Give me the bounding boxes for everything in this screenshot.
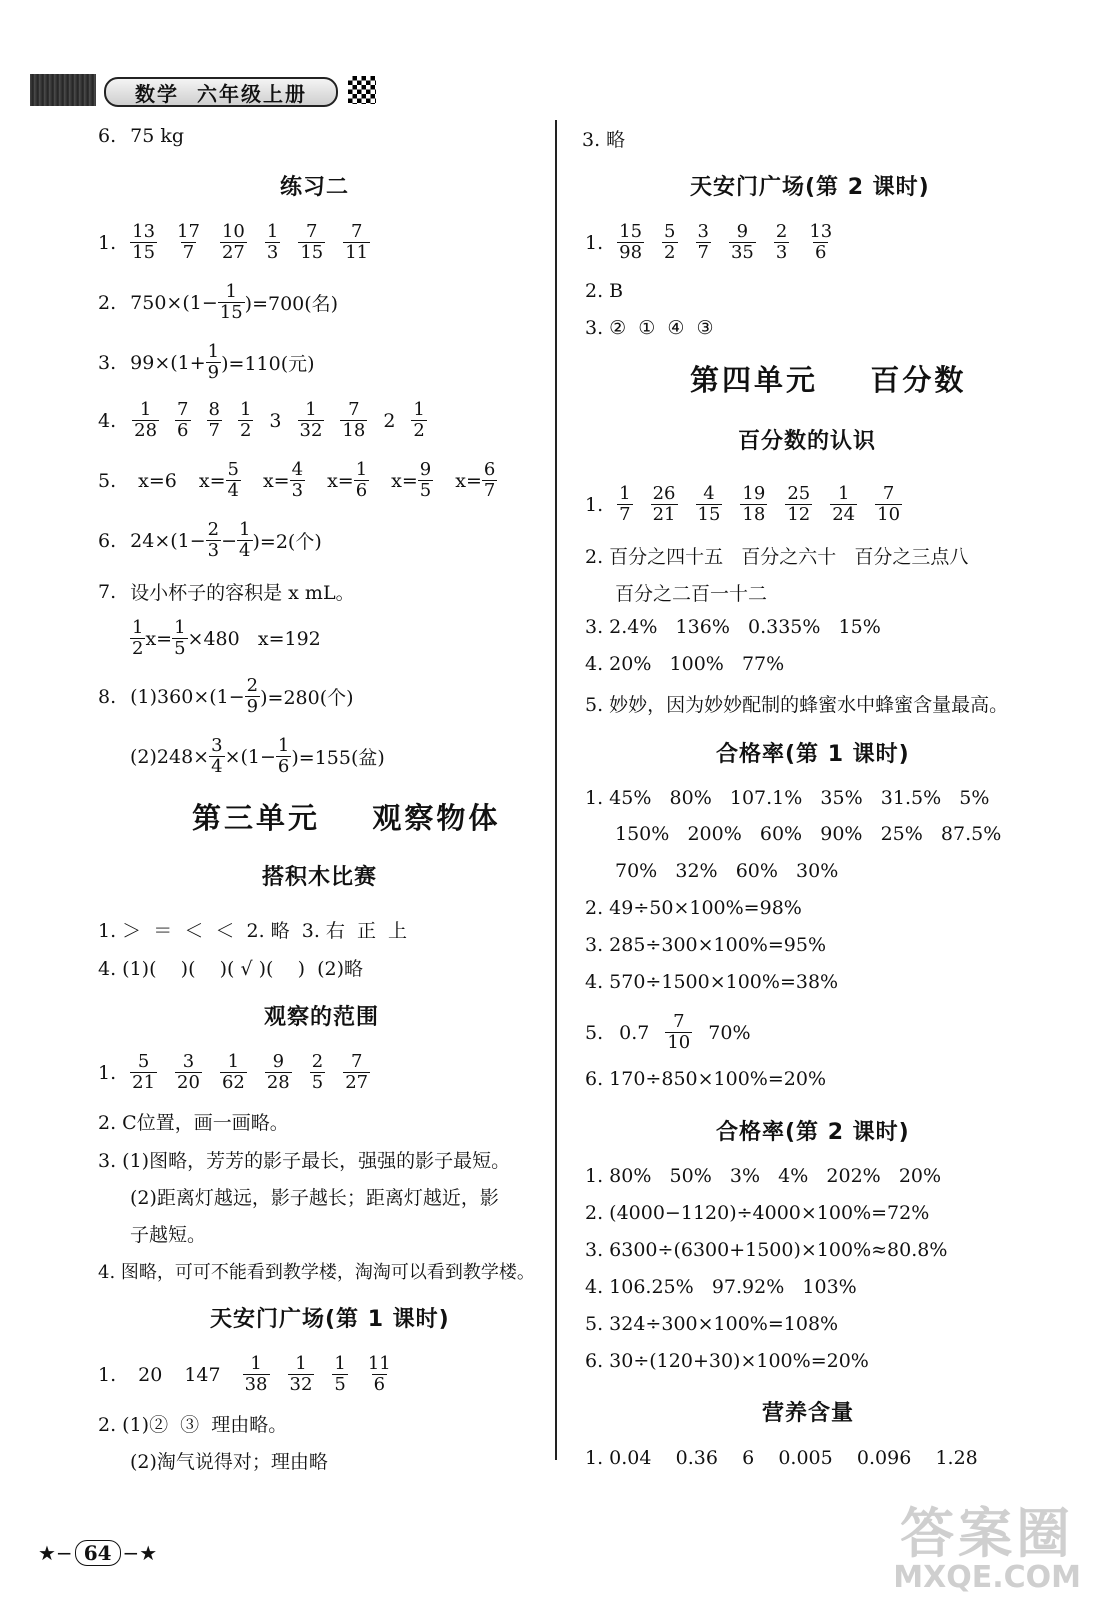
fraction: 5 2 (664, 221, 676, 263)
fraction: $\frac{1}{5}$ (174, 617, 186, 659)
expr-text: 99×(1+ (130, 351, 206, 374)
fraction: $\frac{1}{6}$ (355, 459, 368, 501)
answer-line (585, 1012, 751, 1053)
answer-line: 1. ＞ ＝ ＜ ＜ 2. 略 3. 右 正 上 (98, 920, 408, 942)
fraction: 3 20 (177, 1051, 200, 1093)
section-title: 练习二 (280, 175, 350, 200)
answer-line: 3. 285÷300×100%=95% (585, 934, 827, 956)
answer-line: 3. 6300÷(6300+1500)×100%≈80.8% (585, 1239, 948, 1261)
fraction: 7 18 (342, 399, 366, 441)
answer-line (98, 400, 427, 441)
fraction: 26 21 (652, 483, 676, 525)
answer-line: 5. 妙妙，因为妙妙配制的蜂蜜水中蜂蜜含量最高。 (585, 694, 1009, 716)
answer-line: 3. 2.4% 136% 0.335% 15% (585, 616, 881, 638)
star-icon: −★ (122, 1541, 158, 1565)
answer-line: 150% 200% 60% 90% 25% 87.5% (615, 823, 1002, 845)
answer-line: 1 2 x= $\frac{1}{5}$ ×480 x=192 (132, 617, 321, 659)
fraction-list (617, 222, 834, 263)
fraction: 1 2 (132, 617, 144, 659)
fraction-list (617, 484, 902, 525)
fraction: 7 11 (345, 221, 369, 263)
q-number: 5. (585, 1021, 604, 1044)
q-number: 8. (98, 685, 117, 708)
answer-line: 3. 略 (582, 129, 626, 151)
q-number: 4. (98, 409, 117, 432)
unit-title: 第三单元 观察物体 (192, 801, 501, 835)
answer-line: 4. 图略，可可不能看到教学楼，淘淘可以看到教学楼。 (98, 1262, 535, 1283)
answer-line: 8. (1)360×(1− $\frac{2}{9}$ )=280(个) (98, 675, 354, 717)
answer-value: 2 (383, 409, 396, 432)
fraction: 1 32 (299, 399, 323, 441)
q-number: 3. (98, 351, 117, 374)
fraction: $\frac{2}{9}$ (246, 675, 259, 717)
watermark (893, 1502, 1081, 1595)
answer-line: 2. 百分之四十五 百分之六十 百分之三点八 (585, 546, 969, 568)
section-title: 天安门广场(第 2 课时) (690, 175, 930, 200)
answer-line: 6. 30÷(120+30)×100%=20% (585, 1350, 869, 1372)
fraction: 2 5 (311, 1051, 324, 1093)
fraction: 1 38 (244, 1353, 268, 1395)
answer-line: 4. 106.25% 97.92% 103% (585, 1276, 857, 1298)
fraction: 7 15 (300, 221, 324, 263)
fraction: 1 2 (239, 399, 252, 441)
fraction: 7 27 (345, 1051, 369, 1093)
fraction: 25 12 (787, 483, 811, 525)
answer-line: 6. 24×(1− $\frac{2}{3}$ − $\frac{1}{4}$ )=2(个) (98, 519, 322, 561)
q-number: 6. (98, 125, 117, 147)
q-number: 2. (98, 291, 117, 314)
column-divider (555, 120, 557, 1460)
fraction: 1 2 (413, 399, 425, 441)
answer-line: 1. 0.04 0.36 6 0.005 0.096 1.28 (585, 1447, 978, 1469)
answer-line: (2)248× $\frac{3}{4}$ ×(1− $\frac{1}{6}$ )=155(盆) (130, 735, 385, 777)
answer-line: 5. x=6 x= $\frac{5}{4}$ x= $\frac{4}{3}$ x= $\frac{1}{6}$ x= $\frac{9}{5}$ x= $\frac{6}{7}$ (98, 459, 496, 501)
fraction: 19 18 (742, 483, 766, 525)
section-title: 天安门广场(第 1 课时) (210, 1307, 450, 1332)
star-icon: ★− (38, 1541, 73, 1565)
fraction: $\frac{1}{4}$ (239, 519, 251, 561)
answer-line: 6. 170÷850×100%=20% (585, 1068, 827, 1090)
answer-value: 20 (138, 1363, 163, 1386)
fraction: 1 28 (134, 399, 158, 441)
answer-line: (2)淘气说得对；理由略 (130, 1451, 328, 1473)
fraction: $\frac{2}{3}$ (207, 519, 220, 561)
header-decor-bar (30, 74, 96, 106)
answer-value: 147 (184, 1363, 221, 1386)
answer-line: 3. ② ① ④ ③ (585, 317, 714, 339)
answer-text: 设小杯子的容积是 x mL。 (130, 582, 355, 604)
fraction-list (243, 1354, 393, 1395)
section-title: 营养含量 (762, 1401, 855, 1426)
fraction-list (130, 1052, 370, 1093)
q-number: 7. (98, 580, 117, 603)
fraction: 5 21 (132, 1051, 156, 1093)
fraction: $\frac{1}{6}$ (277, 735, 290, 777)
fraction: 9 35 (730, 221, 754, 263)
answer-line: (2)距离灯越远，影子越长；距离灯越近，影 (130, 1187, 499, 1209)
expr-text: )=110(元) (221, 353, 315, 375)
fraction: 1 32 (289, 1353, 313, 1395)
watermark-url: MXQE.COM (893, 1560, 1081, 1595)
answer-line: 4. (1)( )( )( √ )( ) (2)略 (98, 958, 364, 980)
fraction: 7 6 (177, 399, 189, 441)
fraction: 7 10 (667, 1011, 691, 1053)
answer-line: 百分之二百一十二 (615, 583, 768, 605)
page-number: 64 (75, 1540, 121, 1566)
fraction: 2 3 (775, 221, 788, 263)
section-title: 观察的范围 (264, 1005, 380, 1030)
answer-line: 3. (1)图略，芳芳的影子最长，强强的影子最短。 (98, 1150, 511, 1172)
answer-line: 1. 80% 50% 3% 4% 202% 20% (585, 1165, 942, 1187)
section-title: 合格率(第 1 课时) (716, 742, 910, 767)
fraction: 1 5 (334, 1353, 346, 1395)
fraction: $\frac{3}{4}$ (211, 735, 223, 777)
answer-line (98, 1052, 370, 1093)
answer-value: 3 (269, 409, 282, 432)
fraction: 1 3 (266, 221, 279, 263)
answer-line (98, 125, 184, 147)
fraction: 13 15 (132, 221, 156, 263)
fraction: 13 6 (809, 221, 833, 263)
expr-text: 750×(1− (130, 291, 218, 314)
answer-line: 4. 570÷1500×100%=38% (585, 971, 839, 993)
answer-line: 子越短。 (130, 1224, 207, 1246)
answer-line (98, 282, 338, 323)
fraction: $\frac{6}{7}$ (483, 459, 496, 501)
answer-line: 4. 20% 100% 77% (585, 653, 785, 675)
book-title: 数学 六年级上册 (104, 77, 338, 107)
fraction: 3 7 (697, 221, 709, 263)
answer-line (585, 484, 902, 525)
fraction: $\frac{5}{4}$ (227, 459, 239, 501)
unit-title: 第四单元 百分数 (690, 363, 967, 397)
answer-line (585, 222, 834, 263)
fraction: 7 10 (877, 483, 901, 525)
section-title: 搭积木比赛 (262, 865, 378, 890)
answer-text: 75 kg (130, 125, 185, 147)
fraction: 1 7 (619, 483, 631, 525)
q-number: 5. (98, 469, 117, 492)
fraction: 10 27 (221, 221, 245, 263)
book-header (30, 74, 360, 106)
q-number: 1. (585, 231, 604, 254)
q-number: 1. (98, 231, 117, 254)
fraction: $\frac{4}{3}$ (291, 459, 304, 501)
watermark-logo-text: 答案圈 (900, 1502, 1075, 1565)
fraction: 15 98 (619, 221, 643, 263)
answer-line: 2. (1)② ③ 理由略。 (98, 1414, 288, 1436)
fraction: $\frac{1}{15}$ (219, 281, 243, 323)
q-number: 6. (98, 529, 117, 552)
answer-line: 5. 324÷300×100%=108% (585, 1313, 839, 1335)
fraction: 17 7 (177, 221, 200, 263)
q-number: 1. (98, 1061, 117, 1084)
answer-line: 2. (4000−1120)÷4000×100%=72% (585, 1202, 930, 1224)
fraction-list (130, 222, 370, 263)
answer-line: 2. 49÷50×100%=98% (585, 897, 802, 919)
fraction: $\frac{1}{9}$ (207, 341, 220, 383)
checker-icon (348, 76, 376, 104)
page-footer (38, 1540, 157, 1566)
section-title: 合格率(第 2 课时) (716, 1120, 910, 1145)
answer-line (98, 578, 355, 605)
fraction: 11 6 (367, 1353, 391, 1395)
fraction: 1 62 (221, 1051, 245, 1093)
answer-line: 1. 45% 80% 107.1% 35% 31.5% 5% (585, 787, 990, 809)
answer-line (98, 342, 315, 383)
fraction: 9 28 (266, 1051, 290, 1093)
expr-text: )=700(名) (244, 293, 339, 315)
answer-line: 2. B (585, 280, 624, 302)
answer-value: x=6 (138, 469, 177, 492)
answer-line (98, 1354, 393, 1395)
answer-line (98, 222, 370, 263)
fraction: $\frac{9}{5}$ (419, 459, 432, 501)
fraction: 4 15 (697, 483, 721, 525)
q-number: 1. (98, 1363, 117, 1386)
answer-line: 70% 32% 60% 30% (615, 860, 839, 882)
answer-value: 0.7 (619, 1021, 650, 1044)
q-number: 1. (585, 493, 604, 516)
answer-value: 70% (708, 1021, 751, 1044)
fraction: 8 7 (208, 399, 220, 441)
fraction: 1 24 (832, 483, 856, 525)
section-title: 百分数的认识 (738, 429, 877, 454)
answer-line: 2. C位置，画一画略。 (98, 1112, 289, 1134)
